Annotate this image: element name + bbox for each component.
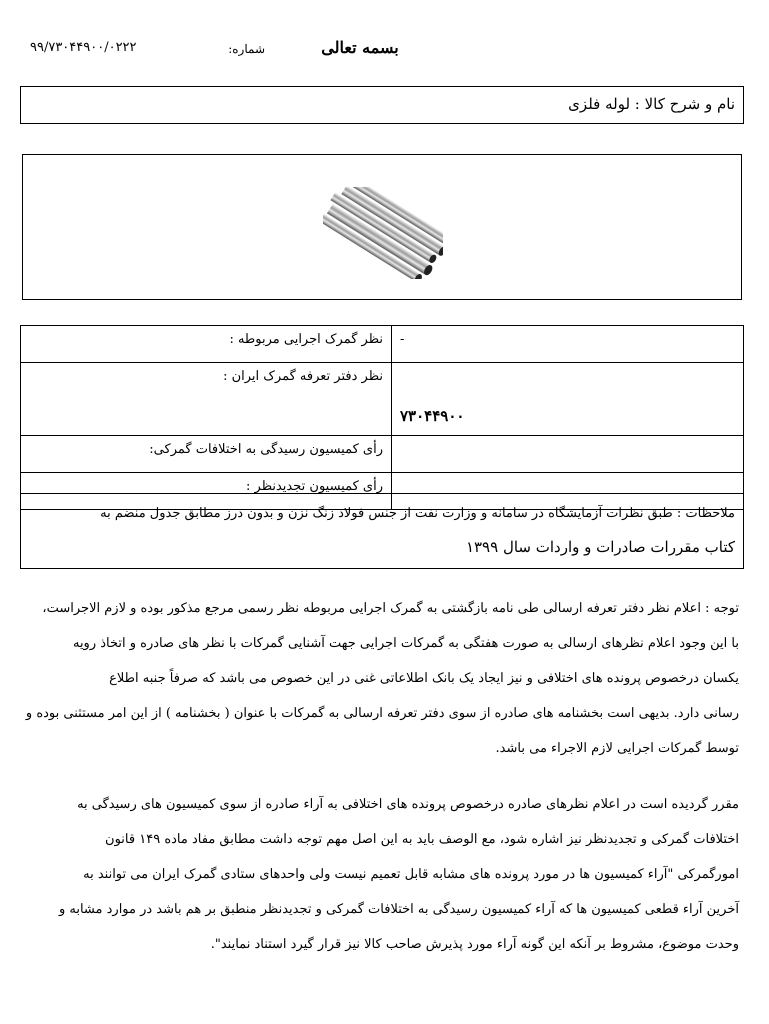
product-name-box <box>20 86 744 124</box>
notes-line: کتاب مقررات صادرات و واردات سال ۱۳۹۹ <box>465 538 735 556</box>
review-commission-label: رأی کمیسیون تجدیدنظر : <box>21 473 392 510</box>
table-row <box>21 326 744 363</box>
paragraph-line: وحدت موضوع، مشروط بر آنکه این گونه آراء مورد پذیرش صاحب کالا نیز قرار گیرد استناد نمایند". <box>210 937 739 952</box>
dispute-commission-value <box>392 436 744 473</box>
customs-opinion-label: نظر گمرک اجرایی مربوطه : <box>21 326 392 363</box>
notes-box <box>20 493 744 569</box>
number-label: شماره: <box>228 42 265 56</box>
notice-paragraph <box>25 600 739 775</box>
metal-pipes-icon <box>323 187 443 279</box>
table-row <box>21 436 744 473</box>
customs-opinion-value: - <box>392 326 744 363</box>
tariff-code-value: ۷۳۰۴۴۹۰۰ <box>400 407 465 425</box>
paragraph-line: اختلافات گمرکی و تجدیدنظر نیز اشاره شود، مع الوصف باید به این اصل مهم توجه داشت مطابق مفاد ماده ۱۴۹ قانون <box>105 832 739 847</box>
product-image-box <box>22 154 742 300</box>
paragraph-line: آخرین آراء قطعی کمیسیون ها که آراء کمیسیون رسیدگی به اختلافات گمرکی و تجدیدنظر منطبق بر هم باشد در موارد مشابه و <box>58 902 739 917</box>
paragraph-line: توجه : اعلام نظر دفتر تعرفه ارسالی طی نامه بازگشتی به گمرک اجرایی مربوطه نظر رسمی مرجع مذکور بوده و لازم الاجراست، <box>42 601 739 616</box>
page-title: بسمه تعالی <box>321 38 399 57</box>
paragraph-line: با این وجود اعلام نظرهای ارسالی به صورت هفتگی به گمرکات اجرایی جهت آشنایی گمرکات با نظر های صادره و اتخاذ رویه <box>72 636 739 651</box>
dispute-commission-label: رأی کمیسیون رسیدگی به اختلافات گمرکی: <box>21 436 392 473</box>
commission-paragraph <box>29 796 739 971</box>
opinions-table <box>20 325 744 510</box>
paragraph-line: یکسان درخصوص پرونده های اختلافی و نیز ایجاد یک بانک اطلاعاتی غنی در این خصوص می باشد که صرفاً جنبه اطلاع <box>109 671 739 686</box>
paragraph-line: رسانی دارد. بدیهی است بخشنامه های صادره از سوی دفتر تعرفه ارسالی به گمرکات با عنوان ( بخشنامه ) از این امر مستثنی بوده و <box>25 706 739 721</box>
paragraph-line: توسط گمرکات اجرایی لازم الاجراء می باشد. <box>495 741 739 756</box>
notes-line: ملاحظات : طبق نظرات آزمایشگاه در سامانه و وزارت نفت از جنس فولاد زنگ نزن و بدون درز مطابق جدول منضم به <box>100 506 735 521</box>
paragraph-line: امورگمرکی "آراء کمیسیون ها در مورد پرونده های مشابه قابل تعمیم نیست ولی واحدهای ستادی گمرک ایران می توانند به <box>83 867 739 882</box>
product-name: نام و شرح کالا : لوله فلزی <box>568 95 735 113</box>
paragraph-line: مقرر گردیده است در اعلام نظرهای صادره درخصوص پرونده های اختلافی به آراء صادره از سوی کمیسیون های رسیدگی به <box>77 797 739 812</box>
table-row <box>21 363 744 436</box>
number-value: ۹۹/۷۳۰۴۴۹۰۰/۰۲۲۲ <box>30 40 137 55</box>
tariff-office-label: نظر دفتر تعرفه گمرک ایران : <box>21 363 392 436</box>
